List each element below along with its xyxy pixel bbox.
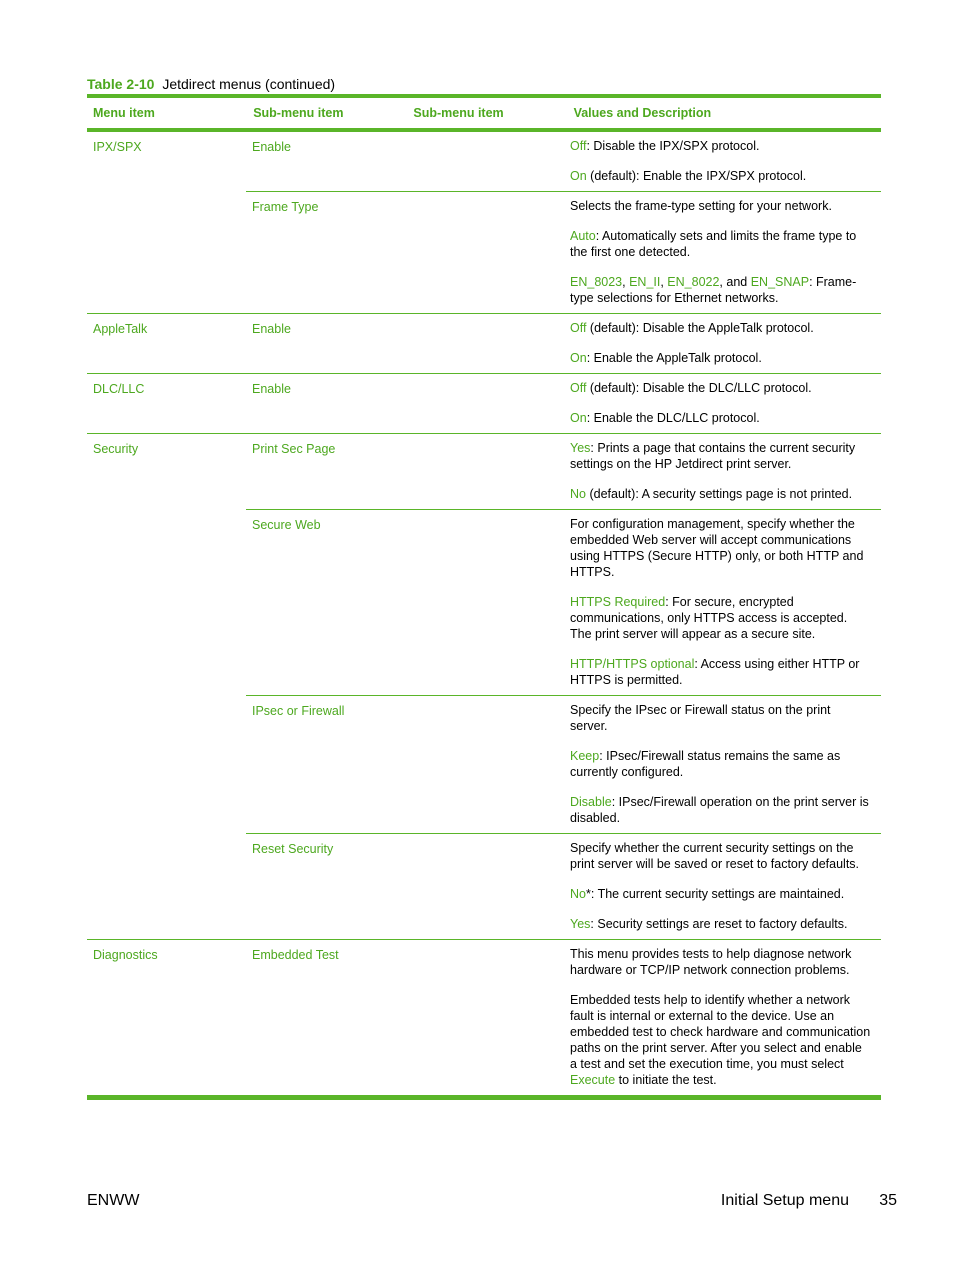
value-paragraph — [570, 274, 871, 306]
table-row — [246, 374, 881, 433]
table-caption-label: Table 2-10 — [87, 76, 155, 92]
value-paragraph — [570, 138, 871, 154]
value-option-term: Keep — [570, 749, 600, 763]
value-paragraph — [570, 410, 871, 426]
value-option-term: Off — [570, 321, 587, 335]
value-option-term: HTTPS Required — [570, 595, 666, 609]
value-text: : IPsec/Firewall status remains the same as currently configured. — [570, 749, 841, 779]
menu-group — [87, 433, 881, 939]
value-text: : Security settings are reset to factory defaults. — [590, 917, 848, 931]
menu-group — [87, 373, 881, 433]
value-text: : For secure, encrypted communications, only HTTPS access is accepted. The print server will appear as a secure site. — [570, 595, 848, 641]
value-text: : IPsec/Firewall operation on the print server is disabled. — [570, 795, 869, 825]
value-paragraph — [570, 198, 871, 214]
value-text: (default): Disable the AppleTalk protocol. — [586, 321, 814, 335]
value-text: Specify the IPsec or Firewall status on the print server. — [570, 703, 831, 733]
value-text: *: The current security settings are maintained. — [585, 887, 845, 901]
values-description-cell — [564, 314, 881, 373]
value-option-term: On — [570, 351, 587, 365]
footer-page-number: 35 — [879, 1192, 897, 1209]
header-sub-menu-item-2: Sub-menu item — [413, 106, 504, 120]
value-paragraph — [570, 440, 871, 472]
value-text: , and — [719, 275, 751, 289]
value-text: : Enable the AppleTalk protocol. — [586, 351, 762, 365]
value-paragraph — [570, 748, 871, 780]
table-bottom-rule — [87, 1095, 881, 1100]
value-option-term: On — [570, 169, 587, 183]
sub-menu-item-cell: IPsec or Firewall — [252, 704, 345, 718]
value-option-term: No — [570, 887, 586, 901]
value-option-term: Auto — [570, 229, 596, 243]
value-paragraph — [570, 656, 871, 688]
value-paragraph — [570, 916, 871, 932]
sub-menu-item-cell: Print Sec Page — [252, 442, 336, 456]
value-paragraph — [570, 486, 871, 502]
value-paragraph — [570, 380, 871, 396]
value-paragraph — [570, 228, 871, 260]
value-paragraph — [570, 320, 871, 336]
value-text: Specify whether the current security settings on the print server will be saved or reset to factory defaults. — [570, 841, 860, 871]
values-description-cell — [564, 940, 881, 1095]
sub-menu-item-cell: Enable — [252, 322, 291, 336]
value-paragraph — [570, 886, 871, 902]
value-text: This menu provides tests to help diagnose network hardware or TCP/IP network connection problems. — [570, 947, 852, 977]
value-text: , — [660, 275, 668, 289]
value-paragraph — [570, 946, 871, 978]
values-description-cell — [564, 374, 881, 433]
values-description-cell — [564, 132, 881, 191]
footer-section: Initial Setup menu — [720, 1192, 849, 1209]
header-menu-item: Menu item — [93, 106, 155, 120]
value-text: : Disable the IPX/SPX protocol. — [586, 139, 760, 153]
sub-menu-item-cell: Enable — [252, 140, 291, 154]
value-option-term: EN_SNAP — [750, 275, 810, 289]
table-header-row — [87, 98, 881, 128]
menu-item-cell: AppleTalk — [93, 322, 148, 336]
sub-menu-item-cell: Embedded Test — [252, 948, 339, 962]
sub-menu-item-2-cell — [405, 940, 564, 1095]
jetdirect-menus-table — [87, 94, 881, 1100]
table-row — [246, 940, 881, 1095]
menu-group — [87, 939, 881, 1095]
value-option-term: HTTP/HTTPS optional — [570, 657, 695, 671]
value-option-term: On — [570, 411, 587, 425]
sub-menu-item-2-cell — [405, 696, 564, 833]
menu-item-cell: Security — [93, 442, 139, 456]
table-row — [246, 132, 881, 191]
value-text: For configuration management, specify whether the embedded Web server will accept communications using HTTPS (Secure HTTP) only, or both HTTP and HTTPS. — [570, 517, 864, 579]
value-paragraph — [570, 594, 871, 642]
value-paragraph — [570, 516, 871, 580]
value-option-term: EN_8023 — [570, 275, 623, 289]
value-option-term: EN_8022 — [667, 275, 720, 289]
sub-menu-item-cell: Reset Security — [252, 842, 334, 856]
table-caption — [87, 75, 335, 93]
value-option-term: Off — [570, 381, 587, 395]
sub-menu-item-2-cell — [405, 834, 564, 939]
table-body — [87, 132, 881, 1095]
menu-item-cell: Diagnostics — [93, 948, 158, 962]
value-option-term: EN_II — [629, 275, 661, 289]
value-text: (default): Enable the IPX/SPX protocol. — [586, 169, 807, 183]
sub-menu-item-2-cell — [405, 374, 564, 433]
value-option-term: Off — [570, 139, 587, 153]
values-description-cell — [564, 192, 881, 313]
value-text: : Enable the DLC/LLC protocol. — [586, 411, 760, 425]
value-paragraph — [570, 168, 871, 184]
value-paragraph — [570, 350, 871, 366]
value-text: (default): Disable the DLC/LLC protocol. — [586, 381, 812, 395]
table-row — [246, 833, 881, 939]
table-row — [246, 191, 881, 313]
value-paragraph — [570, 702, 871, 734]
table-caption-text: Jetdirect menus (continued) — [162, 76, 336, 92]
value-text: to initiate the test. — [615, 1073, 717, 1087]
table-row — [246, 314, 881, 373]
values-description-cell — [564, 434, 881, 509]
value-paragraph — [570, 794, 871, 826]
value-option-term: Execute — [570, 1073, 616, 1087]
value-text: : Access using either HTTP or HTTPS is permitted. — [570, 657, 860, 687]
menu-item-cell: DLC/LLC — [93, 382, 145, 396]
menu-group — [87, 313, 881, 373]
menu-item-cell: IPX/SPX — [93, 140, 142, 154]
values-description-cell — [564, 834, 881, 939]
values-description-cell — [564, 510, 881, 695]
value-text: : Prints a page that contains the current security settings on the HP Jetdirect print server. — [570, 441, 856, 471]
sub-menu-item-cell: Frame Type — [252, 200, 319, 214]
table-row — [246, 695, 881, 833]
values-description-cell — [564, 696, 881, 833]
footer-doc-id: ENWW — [87, 1192, 140, 1209]
value-text: : Automatically sets and limits the frame type to the first one detected. — [570, 229, 857, 259]
header-sub-menu-item: Sub-menu item — [253, 106, 344, 120]
sub-menu-item-2-cell — [405, 434, 564, 509]
value-text: (default): A security settings page is not printed. — [585, 487, 853, 501]
value-option-term: Yes — [570, 441, 591, 455]
value-text: Embedded tests help to identify whether a network fault is internal or external to the device. Use an embedded test to check hardware and communication paths on the print server. After you select and enable a test and set the execution time, you must select — [570, 993, 871, 1071]
sub-menu-item-2-cell — [405, 132, 564, 191]
value-text: Selects the frame-type setting for your network. — [570, 199, 832, 213]
sub-menu-item-2-cell — [405, 510, 564, 695]
sub-menu-item-cell: Enable — [252, 382, 291, 396]
value-paragraph — [570, 840, 871, 872]
value-option-term: Disable — [570, 795, 612, 809]
value-paragraph — [570, 992, 871, 1088]
sub-menu-item-2-cell — [405, 192, 564, 313]
sub-menu-item-2-cell — [405, 314, 564, 373]
table-row — [246, 509, 881, 695]
header-values-description: Values and Description — [573, 106, 712, 120]
sub-menu-item-cell: Secure Web — [252, 518, 321, 532]
value-option-term: Yes — [570, 917, 591, 931]
value-text: : Frame-type selections for Ethernet networks. — [570, 275, 857, 305]
table-row — [246, 434, 881, 509]
value-option-term: No — [570, 487, 586, 501]
menu-group — [87, 132, 881, 313]
value-text: , — [622, 275, 630, 289]
